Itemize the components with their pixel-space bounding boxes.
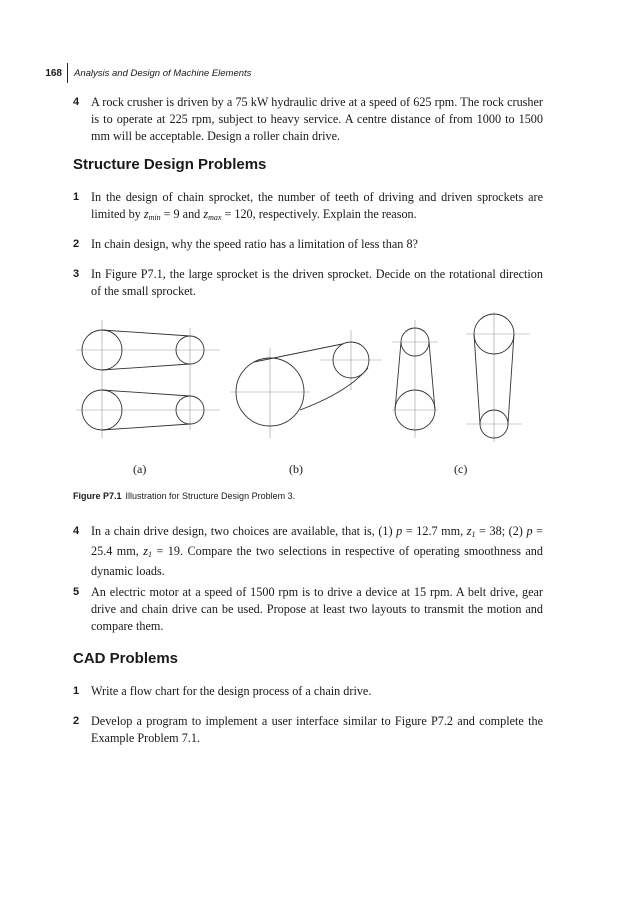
diagram-c bbox=[392, 312, 530, 442]
running-title: Analysis and Design of Machine Elements bbox=[74, 67, 252, 79]
section-title-cad: CAD Problems bbox=[73, 650, 179, 667]
problem-number: 2 bbox=[73, 715, 80, 727]
figure-caption-text: Illustration for Structure Design Problem 3. bbox=[125, 491, 296, 501]
figure-caption-label: Figure P7.1 bbox=[73, 491, 122, 501]
figure-caption bbox=[73, 491, 295, 501]
problem-text: An electric motor at a speed of 1500 rpm is to drive a device at 15 rpm. A belt drive, gear drive and chain drive can be used. Propose at least two layouts to transmit the motion and compare them. bbox=[91, 585, 543, 633]
problem-text: In the design of chain sprocket, the number of teeth of driving and driven sprockets are limited by $z_{min} = 9$ and $z_{max} = 120$, respectively. Explain the reason. bbox=[91, 190, 543, 222]
structure-problem-5 bbox=[73, 584, 543, 635]
diagram-a bbox=[76, 320, 220, 438]
chain-drive-diagrams bbox=[70, 312, 544, 462]
problem-number: 1 bbox=[73, 685, 80, 697]
problem-text: Develop a program to implement a user interface similar to Figure P7.2 and complete the Example Problem 7.1. bbox=[91, 714, 543, 745]
problem-number: 1 bbox=[73, 191, 80, 203]
problem-text: In a chain drive design, two choices are available, that is, (1) p = 12.7 mm, $z_1 = 38$; (2) p = 25.4 mm, $z_1 = 19$. Compare the two selections in respective of operating smoothness and dynamic loads. bbox=[91, 524, 543, 578]
figure-label-a: (a) bbox=[133, 462, 147, 476]
structure-problem-3 bbox=[73, 266, 543, 300]
page-number: 168 bbox=[45, 67, 62, 79]
problem-text: A rock crusher is driven by a 75 kW hydraulic drive at a speed of 625 rpm. The rock crusher is to operate at 225 rpm, subject to heavy service. A centre distance of from 1000 to 1500 mm will be acceptable. Design a roller chain drive. bbox=[91, 95, 543, 143]
problem-number: 4 bbox=[73, 96, 80, 108]
cad-problem-1 bbox=[73, 683, 543, 700]
figure-label-b: (b) bbox=[289, 462, 303, 476]
structure-problem-2 bbox=[73, 236, 543, 253]
problem-text: In chain design, why the speed ratio has a limitation of less than 8? bbox=[91, 237, 418, 251]
structure-problem-1 bbox=[73, 189, 543, 226]
cad-problem-2 bbox=[73, 713, 543, 747]
diagram-b bbox=[230, 330, 382, 438]
header-divider bbox=[67, 63, 68, 83]
figure-p7-1 bbox=[70, 312, 544, 482]
problem-number: 3 bbox=[73, 268, 80, 280]
problem-number: 5 bbox=[73, 586, 80, 598]
figure-label-c: (c) bbox=[454, 462, 468, 476]
page-header bbox=[26, 63, 251, 83]
section-title-structure: Structure Design Problems bbox=[73, 156, 267, 173]
structure-problem-4 bbox=[73, 523, 543, 580]
problem-text: Write a flow chart for the design process of a chain drive. bbox=[91, 684, 372, 698]
problem-text: In Figure P7.1, the large sprocket is the driven sprocket. Decide on the rotational direction of the small sprocket. bbox=[91, 267, 543, 298]
problem-number: 2 bbox=[73, 238, 80, 250]
problem-number: 4 bbox=[73, 525, 80, 537]
problem-4-intro bbox=[73, 94, 543, 145]
